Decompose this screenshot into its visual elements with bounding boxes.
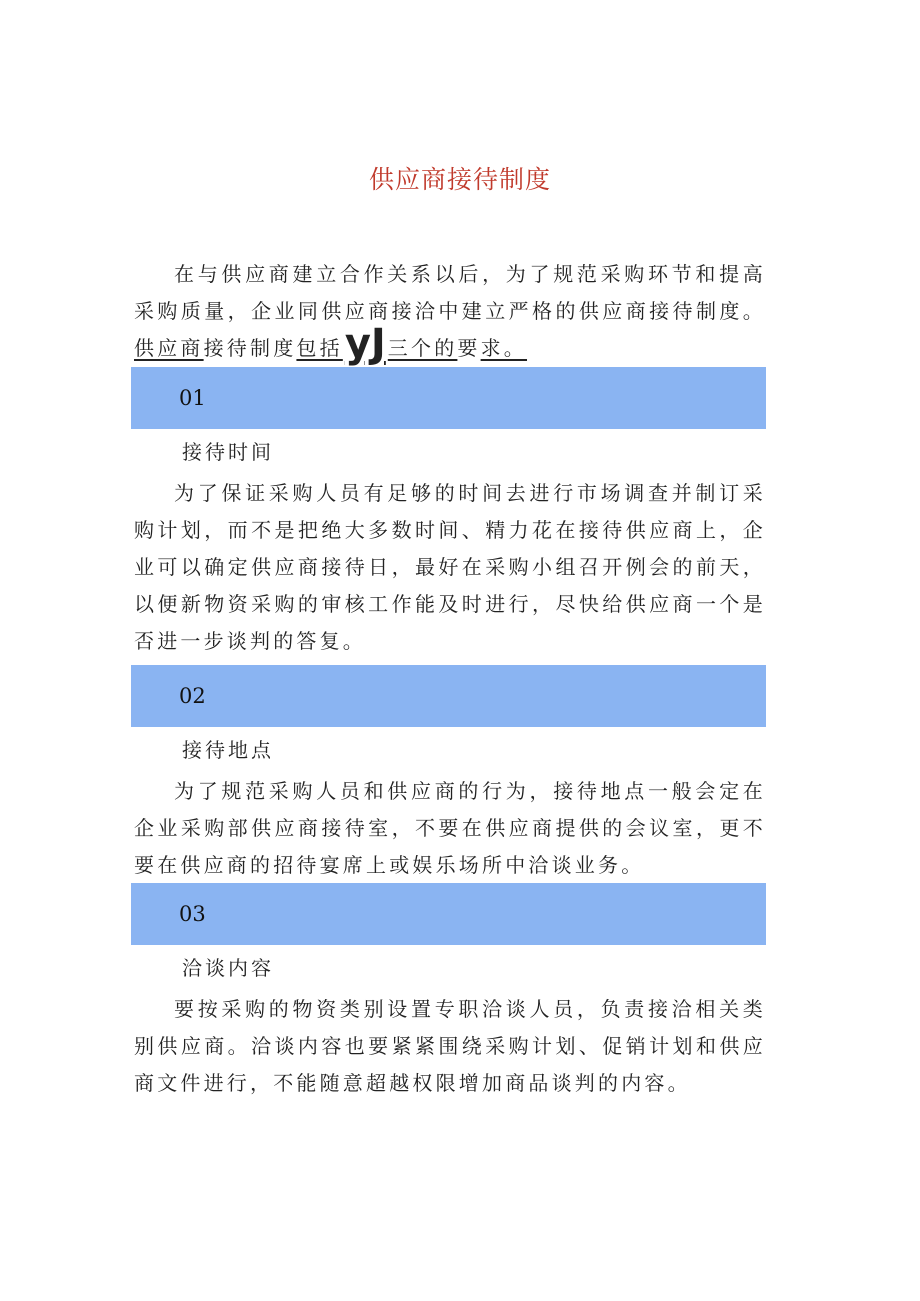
section-body-negotiation-content: 要按采购的物资类别设置专职洽谈人员，负责接洽相关类别供应商。洽谈内容也要紧紧围绕采购计划、促销计划和供应商文件进行，不能随意超越权限增加商品谈判的内容。 (134, 997, 766, 1095)
intro-underlined-require: 求。 (480, 336, 528, 360)
section-band-02 (131, 665, 766, 727)
page-title: 供应商接待制度 (368, 165, 551, 194)
intro-text-end: 要 (457, 336, 481, 360)
section-heading-reception-location: 接待地点 (182, 738, 274, 762)
intro-garbled-glyph: yJ (344, 321, 386, 367)
section-band-01 (131, 367, 766, 429)
intro-underlined-three: 三个的 (387, 336, 458, 360)
section-number: 03 (179, 902, 206, 926)
section-band-03 (131, 883, 766, 945)
intro-text: 在与供应商建立合作关系以后，为了规范采购环节和提高采购质量，企业同供应商接洽中建立严格的供应商接待制度。 (134, 262, 766, 323)
section-number: 02 (179, 684, 206, 708)
section-heading-reception-time: 接待时间 (182, 440, 274, 464)
section-heading-negotiation-content: 洽谈内容 (182, 956, 274, 980)
intro-text-mid: 接待制度 (203, 336, 297, 360)
intro-underlined-supplier: 供应商 (134, 336, 204, 360)
intro-underlined-include: 包括 (296, 336, 343, 360)
section-number: 01 (179, 386, 206, 410)
section-body-reception-location: 为了规范采购人员和供应商的行为，接待地点一般会定在企业采购部供应商接待室，不要在供应商提供的会议室，更不要在供应商的招待宴席上或娱乐场所中洽谈业务。 (134, 779, 766, 877)
section-body-reception-time: 为了保证采购人员有足够的时间去进行市场调查并制订采购计划，而不是把绝大多数时间、精力花在接待供应商上，企业可以确定供应商接待日，最好在采购小组召开例会的前天，以便新物资采购的审核工作能及时进行，尽快给供应商一个是否进一步谈判的答复。 (134, 481, 766, 653)
intro-paragraph (134, 256, 766, 367)
